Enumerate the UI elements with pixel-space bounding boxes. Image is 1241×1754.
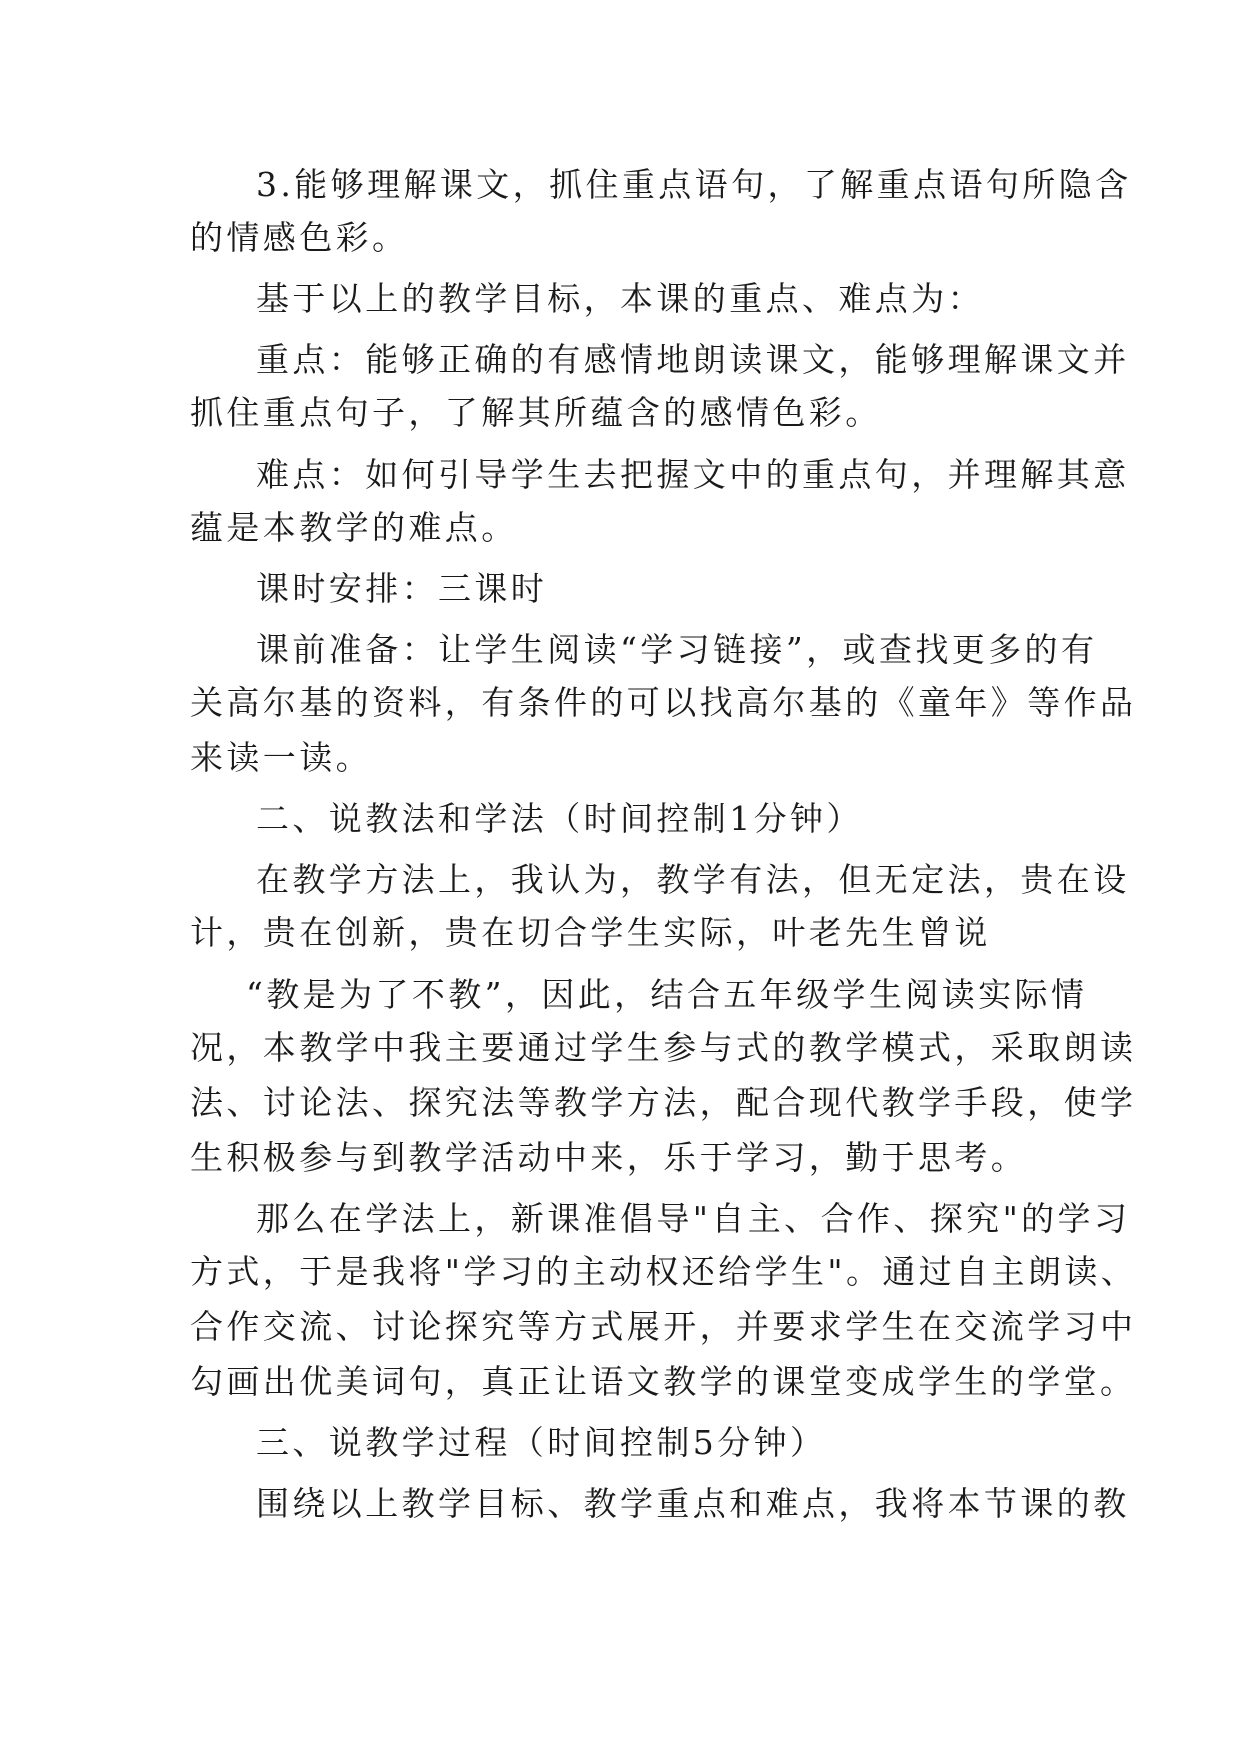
text-line: 计，贵在创新，贵在切合学生实际，叶老先生曾说 bbox=[190, 913, 991, 952]
text-line: 基于以上的教学目标，本课的重点、难点为： bbox=[256, 279, 984, 318]
text-line: 课前准备：让学生阅读“学习链接”，或查找更多的有 bbox=[256, 630, 1098, 669]
section-heading: 三、说教学过程（时间控制5分钟） bbox=[256, 1423, 827, 1462]
text-line: 关高尔基的资料，有条件的可以找高尔基的《童年》等作品 bbox=[190, 683, 1137, 722]
text-line: 法、讨论法、探究法等教学方法，配合现代教学手段，使学 bbox=[190, 1083, 1137, 1122]
text-line: 抓住重点句子，了解其所蕴含的感情色彩。 bbox=[190, 393, 882, 432]
text-line: 重点：能够正确的有感情地朗读课文，能够理解课文并 bbox=[256, 340, 1130, 379]
text-line: 勾画出优美词句，真正让语文教学的课堂变成学生的学堂。 bbox=[190, 1362, 1137, 1401]
text-line: 围绕以上教学目标、教学重点和难点，我将本节课的教 bbox=[256, 1484, 1130, 1523]
text-line: 在教学方法上，我认为，教学有法，但无定法，贵在设 bbox=[256, 860, 1130, 899]
section-heading: 二、说教法和学法（时间控制1分钟） bbox=[256, 799, 863, 838]
text-line: 蕴是本教学的难点。 bbox=[190, 508, 518, 547]
text-line: 方式，于是我将"学习的主动权还给学生"。通过自主朗读、 bbox=[190, 1252, 1138, 1291]
text-line: 合作交流、讨论探究等方式展开，并要求学生在交流学习中 bbox=[190, 1307, 1137, 1346]
text-line: “教是为了不教”，因此，结合五年级学生阅读实际情 bbox=[246, 975, 1088, 1014]
text-line: 生积极参与到教学活动中来，乐于学习，勤于思考。 bbox=[190, 1138, 1028, 1177]
text-line: 3.能够理解课文，抓住重点语句，了解重点语句所隐含 bbox=[256, 165, 1132, 204]
text-line: 难点：如何引导学生去把握文中的重点句，并理解其意 bbox=[256, 455, 1130, 494]
text-line: 的情感色彩。 bbox=[190, 218, 409, 257]
text-line: 课时安排：三课时 bbox=[256, 569, 548, 608]
text-line: 来读一读。 bbox=[190, 738, 372, 777]
text-line: 况，本教学中我主要通过学生参与式的教学模式，采取朗读 bbox=[190, 1028, 1137, 1067]
text-line: 那么在学法上，新课准倡导"自主、合作、探究"的学习 bbox=[256, 1199, 1131, 1238]
